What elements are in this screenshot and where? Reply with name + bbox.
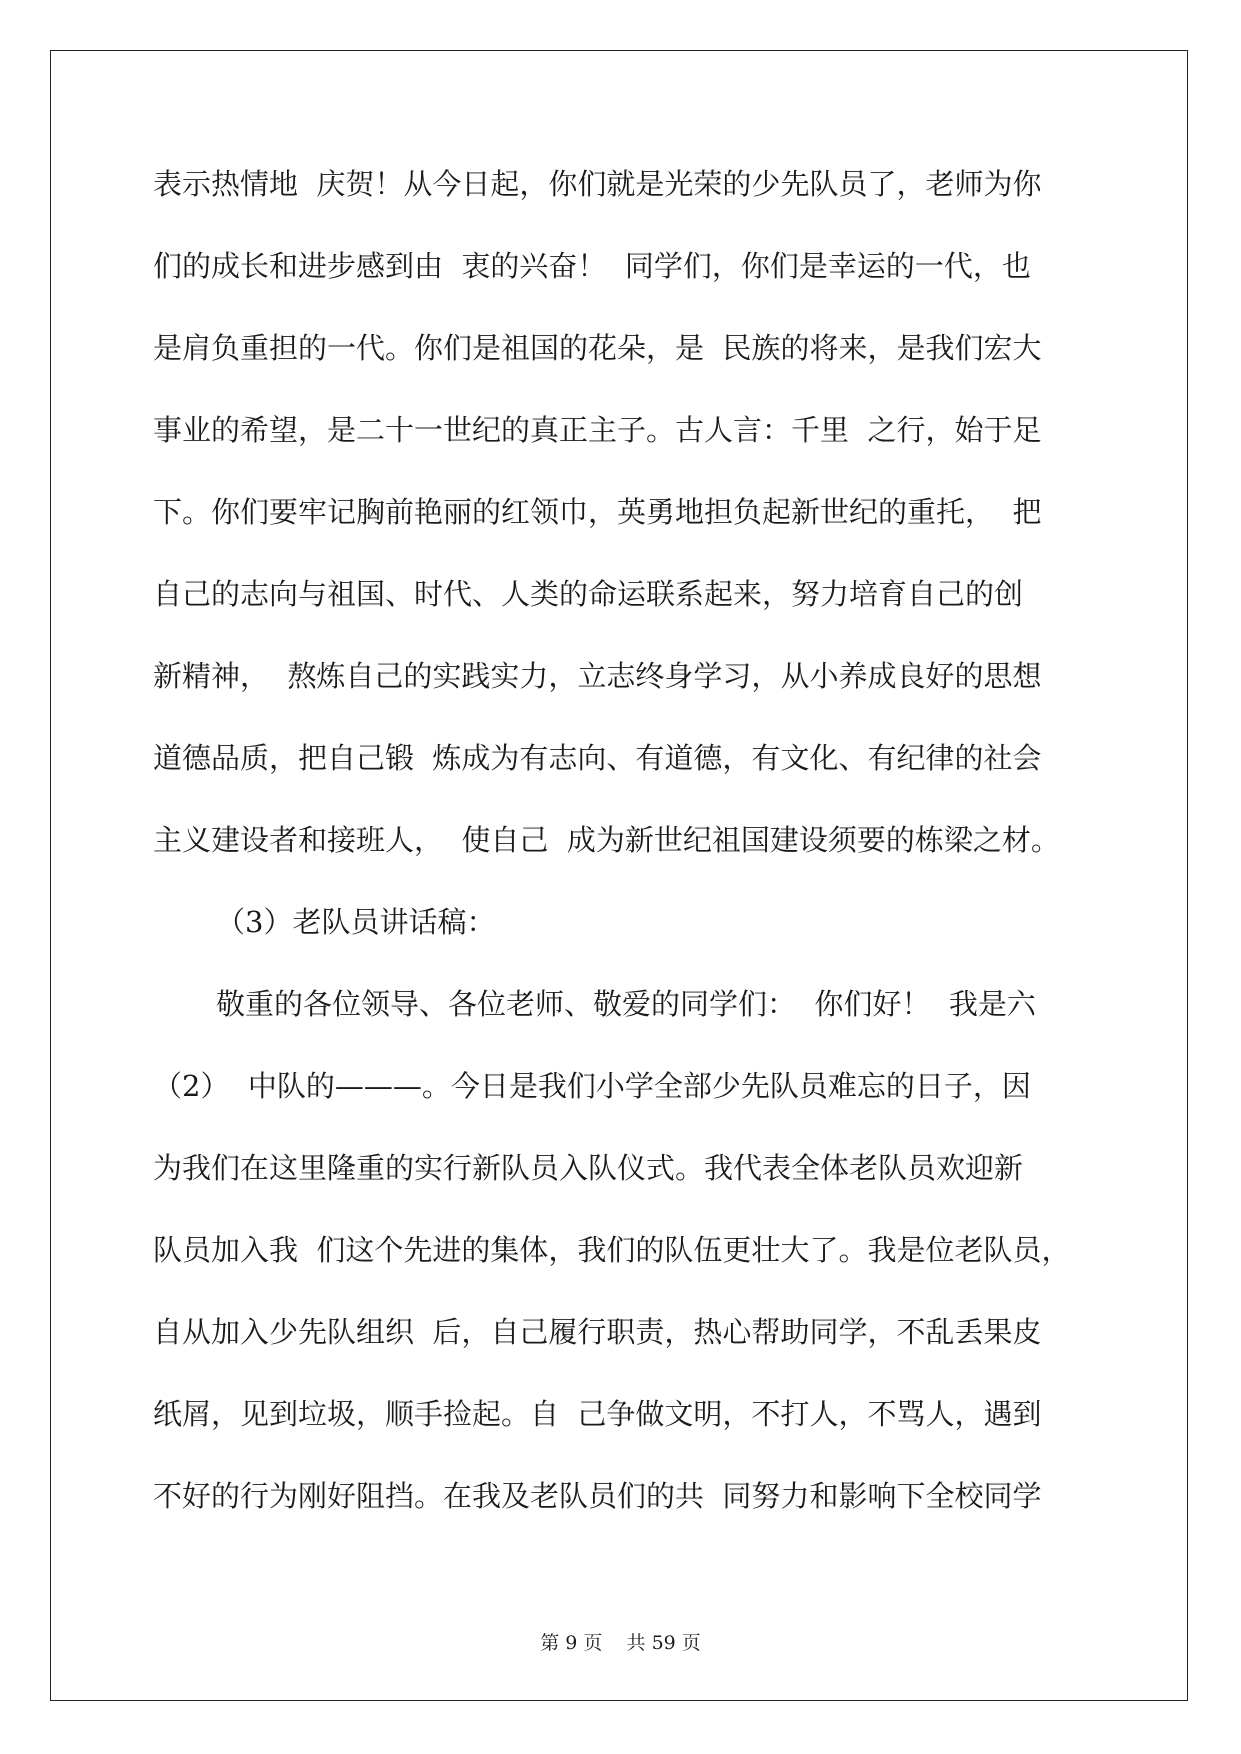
text-line: 道德品质，把自己锻 炼成为有志向、有道德，有文化、有纪律的社会 — [153, 741, 1042, 775]
section-heading: （3）老队员讲话稿： — [216, 905, 496, 939]
text-line: 自从加入少先队组织 后，自己履行职责，热心帮助同学，不乱丢果皮 — [153, 1315, 1042, 1349]
text-line: 们的成长和进步感到由 衷的兴奋！ 同学们，你们是幸运的一代，也 — [153, 249, 1031, 283]
text-line: 新精神， 熬炼自己的实践实力，立志终身学习，从小养成良好的思想 — [153, 659, 1042, 693]
text-line: 表示热情地 庆贺！从今日起，你们就是光荣的少先队员了，老师为你 — [153, 167, 1042, 201]
text-line: 纸屑，见到垃圾，顺手捡起。自 己争做文明，不打人，不骂人，遇到 — [153, 1397, 1042, 1431]
text-line: 不好的行为刚好阻挡。在我及老队员们的共 同努力和影响下全校同学 — [153, 1479, 1042, 1513]
speech-salutation-line: 敬重的各位领导、各位老师、敬爱的同学们： 你们好！ 我是六 — [216, 987, 1036, 1021]
text-line: 队员加入我 们这个先进的集体，我们的队伍更壮大了。我是位老队员， — [153, 1233, 1071, 1267]
page-number-footer: 第 9 页 共 59 页 — [540, 1632, 701, 1654]
text-line: 为我们在这里隆重的实行新队员入队仪式。我代表全体老队员欢迎新 — [153, 1151, 1024, 1185]
text-line: 事业的希望，是二十一世纪的真正主子。古人言：千里 之行，始于足 — [153, 413, 1042, 447]
document-body — [153, 160, 1103, 1554]
text-line: 主义建设者和接班人， 使自己 成为新世纪祖国建设须要的栋梁之材。 — [153, 823, 1060, 857]
text-line: 下。你们要牢记胸前艳丽的红领巾，英勇地担负起新世纪的重托， 把 — [153, 495, 1042, 529]
text-line: 是肩负重担的一代。你们是祖国的花朵，是 民族的将来，是我们宏大 — [153, 331, 1042, 365]
text-line: （2） 中队的———。今日是我们小学全部少先队员难忘的日子，因 — [153, 1069, 1031, 1103]
text-line: 自己的志向与祖国、时代、人类的命运联系起来，努力培育自己的创 — [153, 577, 1024, 611]
